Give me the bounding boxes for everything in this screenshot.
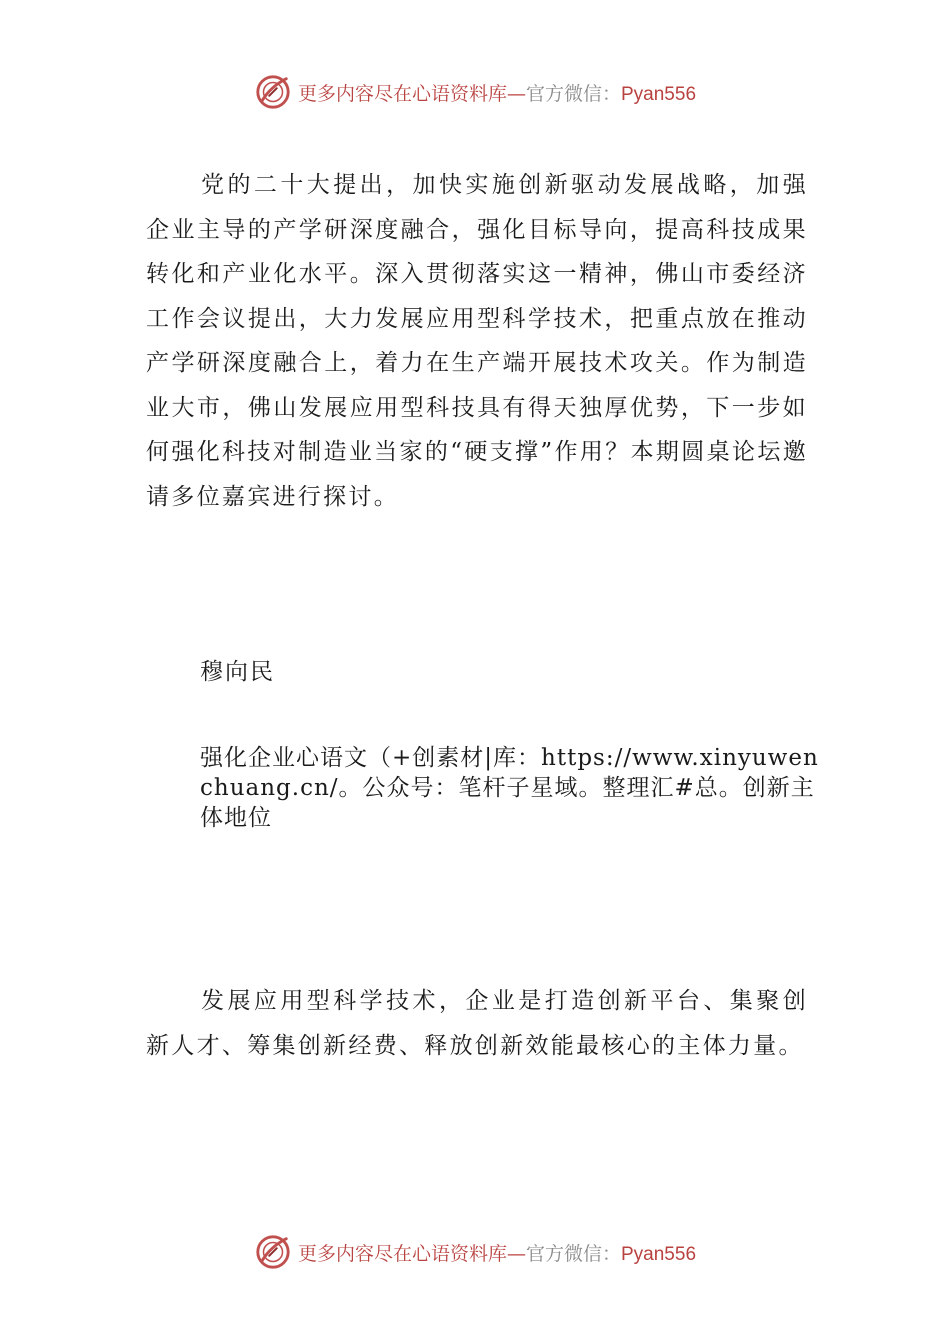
banner-wechat-id: Pyan556	[621, 1243, 697, 1265]
seal-logo-icon	[254, 73, 292, 111]
header-banner	[0, 72, 950, 112]
banner-slogan: 更多内容尽在心语资料库	[297, 82, 507, 105]
banner-wechat-label: 官方微信：	[525, 1242, 621, 1265]
section-heading: 强化企业心语文（+创素材|库：https://www.xinyuwenchuang.cn/。公众号：笔杆子星域。整理汇#总。创新主体地位	[200, 745, 819, 831]
body-paragraph: 发展应用型科学技术，企业是打造创新平台、集聚创新人才、筹集创新经费、释放创新效能最核心的主体力量。	[146, 988, 808, 1059]
banner-label	[298, 1239, 696, 1266]
banner-separator: —	[506, 82, 526, 105]
banner-label	[298, 79, 696, 106]
seal-logo-icon	[254, 1233, 292, 1271]
author-name: 穆向民	[200, 659, 275, 685]
banner-slogan: 更多内容尽在心语资料库	[297, 1242, 507, 1265]
banner-separator: —	[506, 1242, 526, 1265]
banner-wechat-id: Pyan556	[621, 83, 697, 105]
footer-banner	[0, 1232, 950, 1272]
intro-paragraph: 党的二十大提出，加快实施创新驱动发展战略，加强企业主导的产学研深度融合，强化目标导向，提高科技成果转化和产业化水平。深入贯彻落实这一精神，佛山市委经济工作会议提出，大力发展应用型科学技术，把重点放在推动产学研深度融合上，着力在生产端开展技术攻关。作为制造业大市，佛山发展应用型科技具有得天独厚优势，下一步如何强化科技对制造业当家的“硬支撑”作用？本期圆桌论坛邀请多位嘉宾进行探讨。	[146, 172, 808, 510]
banner-wechat-label: 官方微信：	[525, 82, 621, 105]
